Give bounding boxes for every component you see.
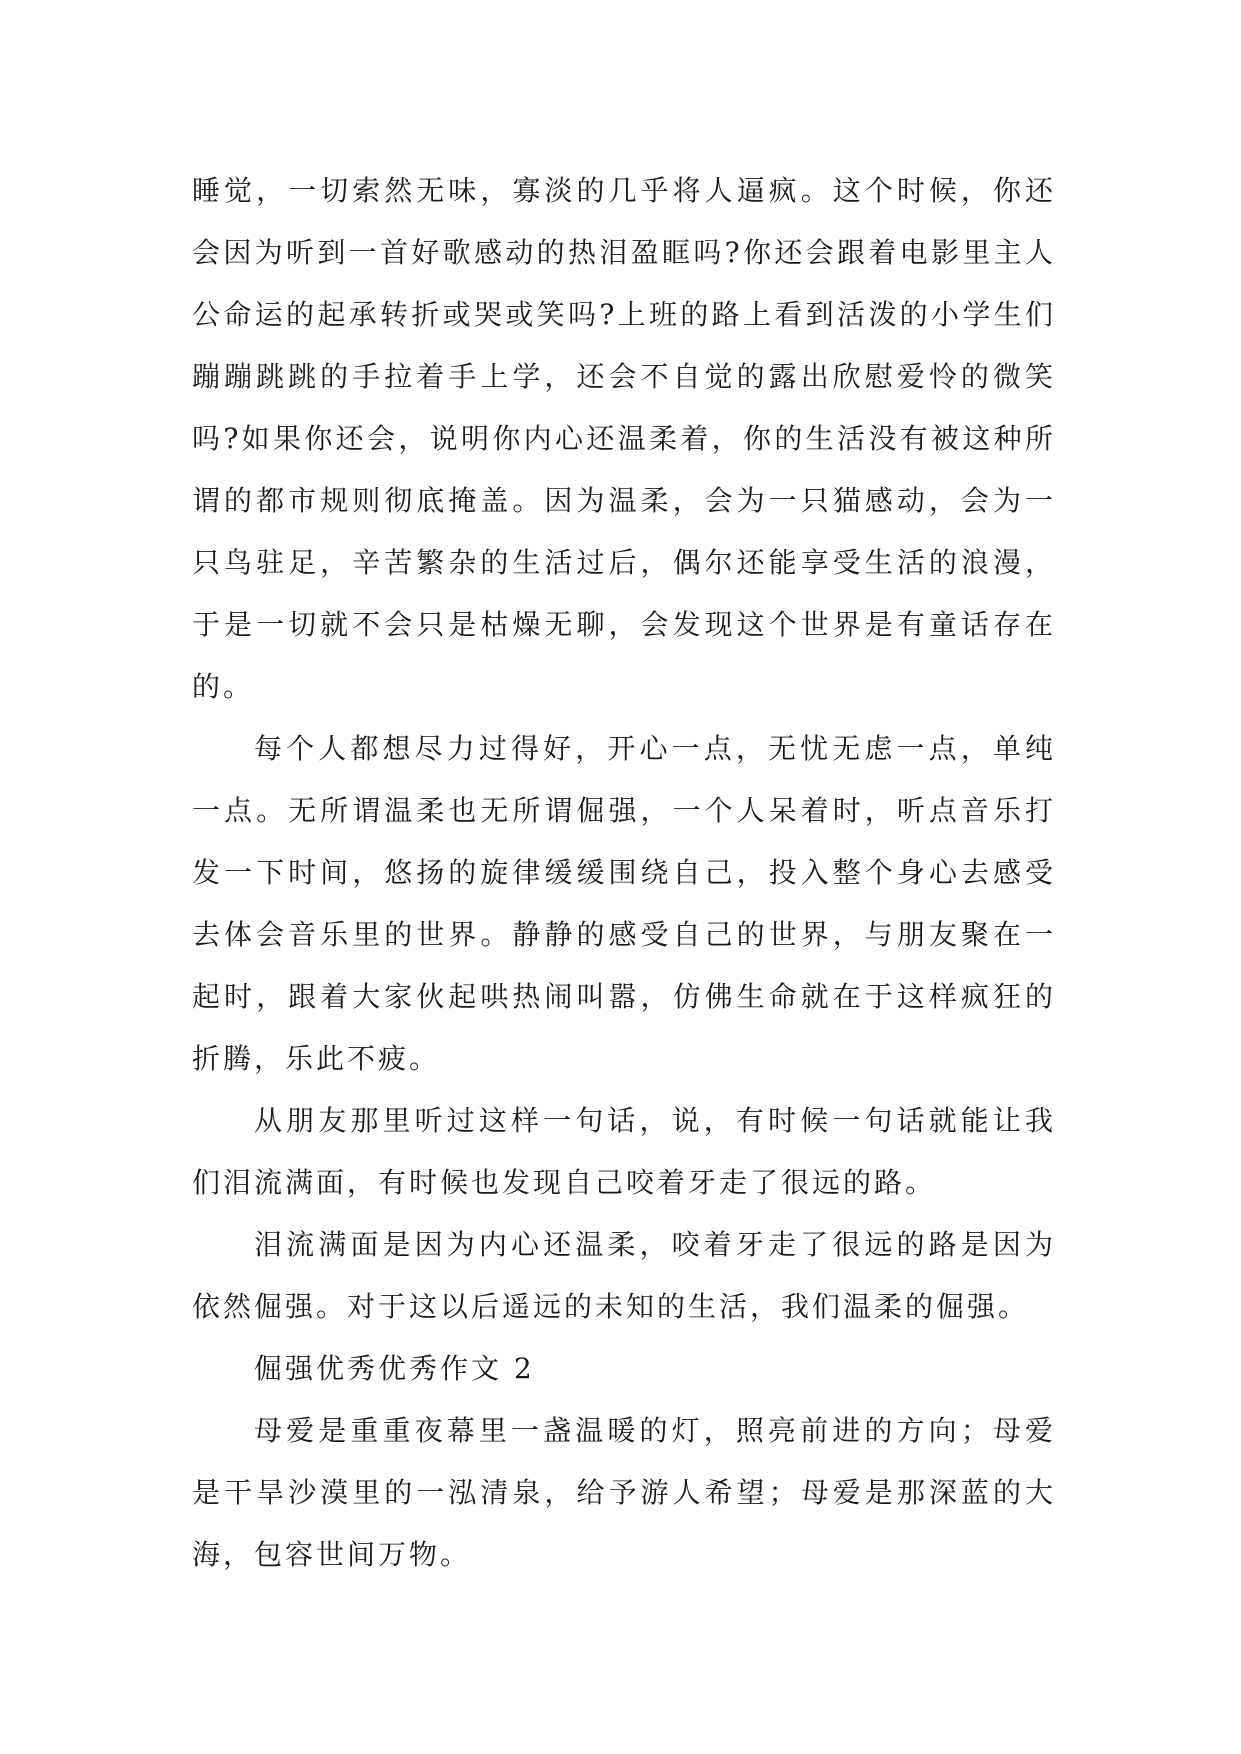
document-body (192, 160, 1056, 1586)
paragraph: 泪流满面是因为内心还温柔，咬着牙走了很远的路是因为依然倔强。对于这以后遥远的未知的生活，我们温柔的倔强。 (192, 1228, 1056, 1323)
paragraph: 从朋友那里听过这样一句话，说，有时候一句话就能让我们泪流满面，有时候也发现自己咬着牙走了很远的路。 (192, 1104, 1056, 1199)
paragraph: 睡觉，一切索然无味，寡淡的几乎将人逼疯。这个时候，你还会因为听到一首好歌感动的热泪盈眶吗?你还会跟着电影里主人公命运的起承转折或哭或笑吗?上班的路上看到活泼的小学生们蹦蹦跳跳的手拉着手上学，还会不自觉的露出欣慰爱怜的微笑吗?如果你还会，说明你内心还温柔着，你的生活没有被这种所谓的都市规则彻底掩盖。因为温柔，会为一只猫感动，会为一只鸟驻足，辛苦繁杂的生活过后，偶尔还能享受生活的浪漫，于是一切就不会只是枯燥无聊，会发现这个世界是有童话存在的。 (192, 174, 1056, 703)
paragraph: 母爱是重重夜幕里一盏温暖的灯，照亮前进的方向；母爱是干旱沙漠里的一泓清泉，给予游人希望；母爱是那深蓝的大海，包容世间万物。 (192, 1414, 1056, 1571)
paragraph: 每个人都想尽力过得好，开心一点，无忧无虑一点，单纯一点。无所谓温柔也无所谓倔强，一个人呆着时，听点音乐打发一下时间，悠扬的旋律缓缓围绕自己，投入整个身心去感受去体会音乐里的世界。静静的感受自己的世界，与朋友聚在一起时，跟着大家伙起哄热闹叫嚣，仿佛生命就在于这样疯狂的折腾，乐此不疲。 (192, 732, 1056, 1075)
section-heading: 倔强优秀优秀作文 2 (254, 1352, 535, 1385)
